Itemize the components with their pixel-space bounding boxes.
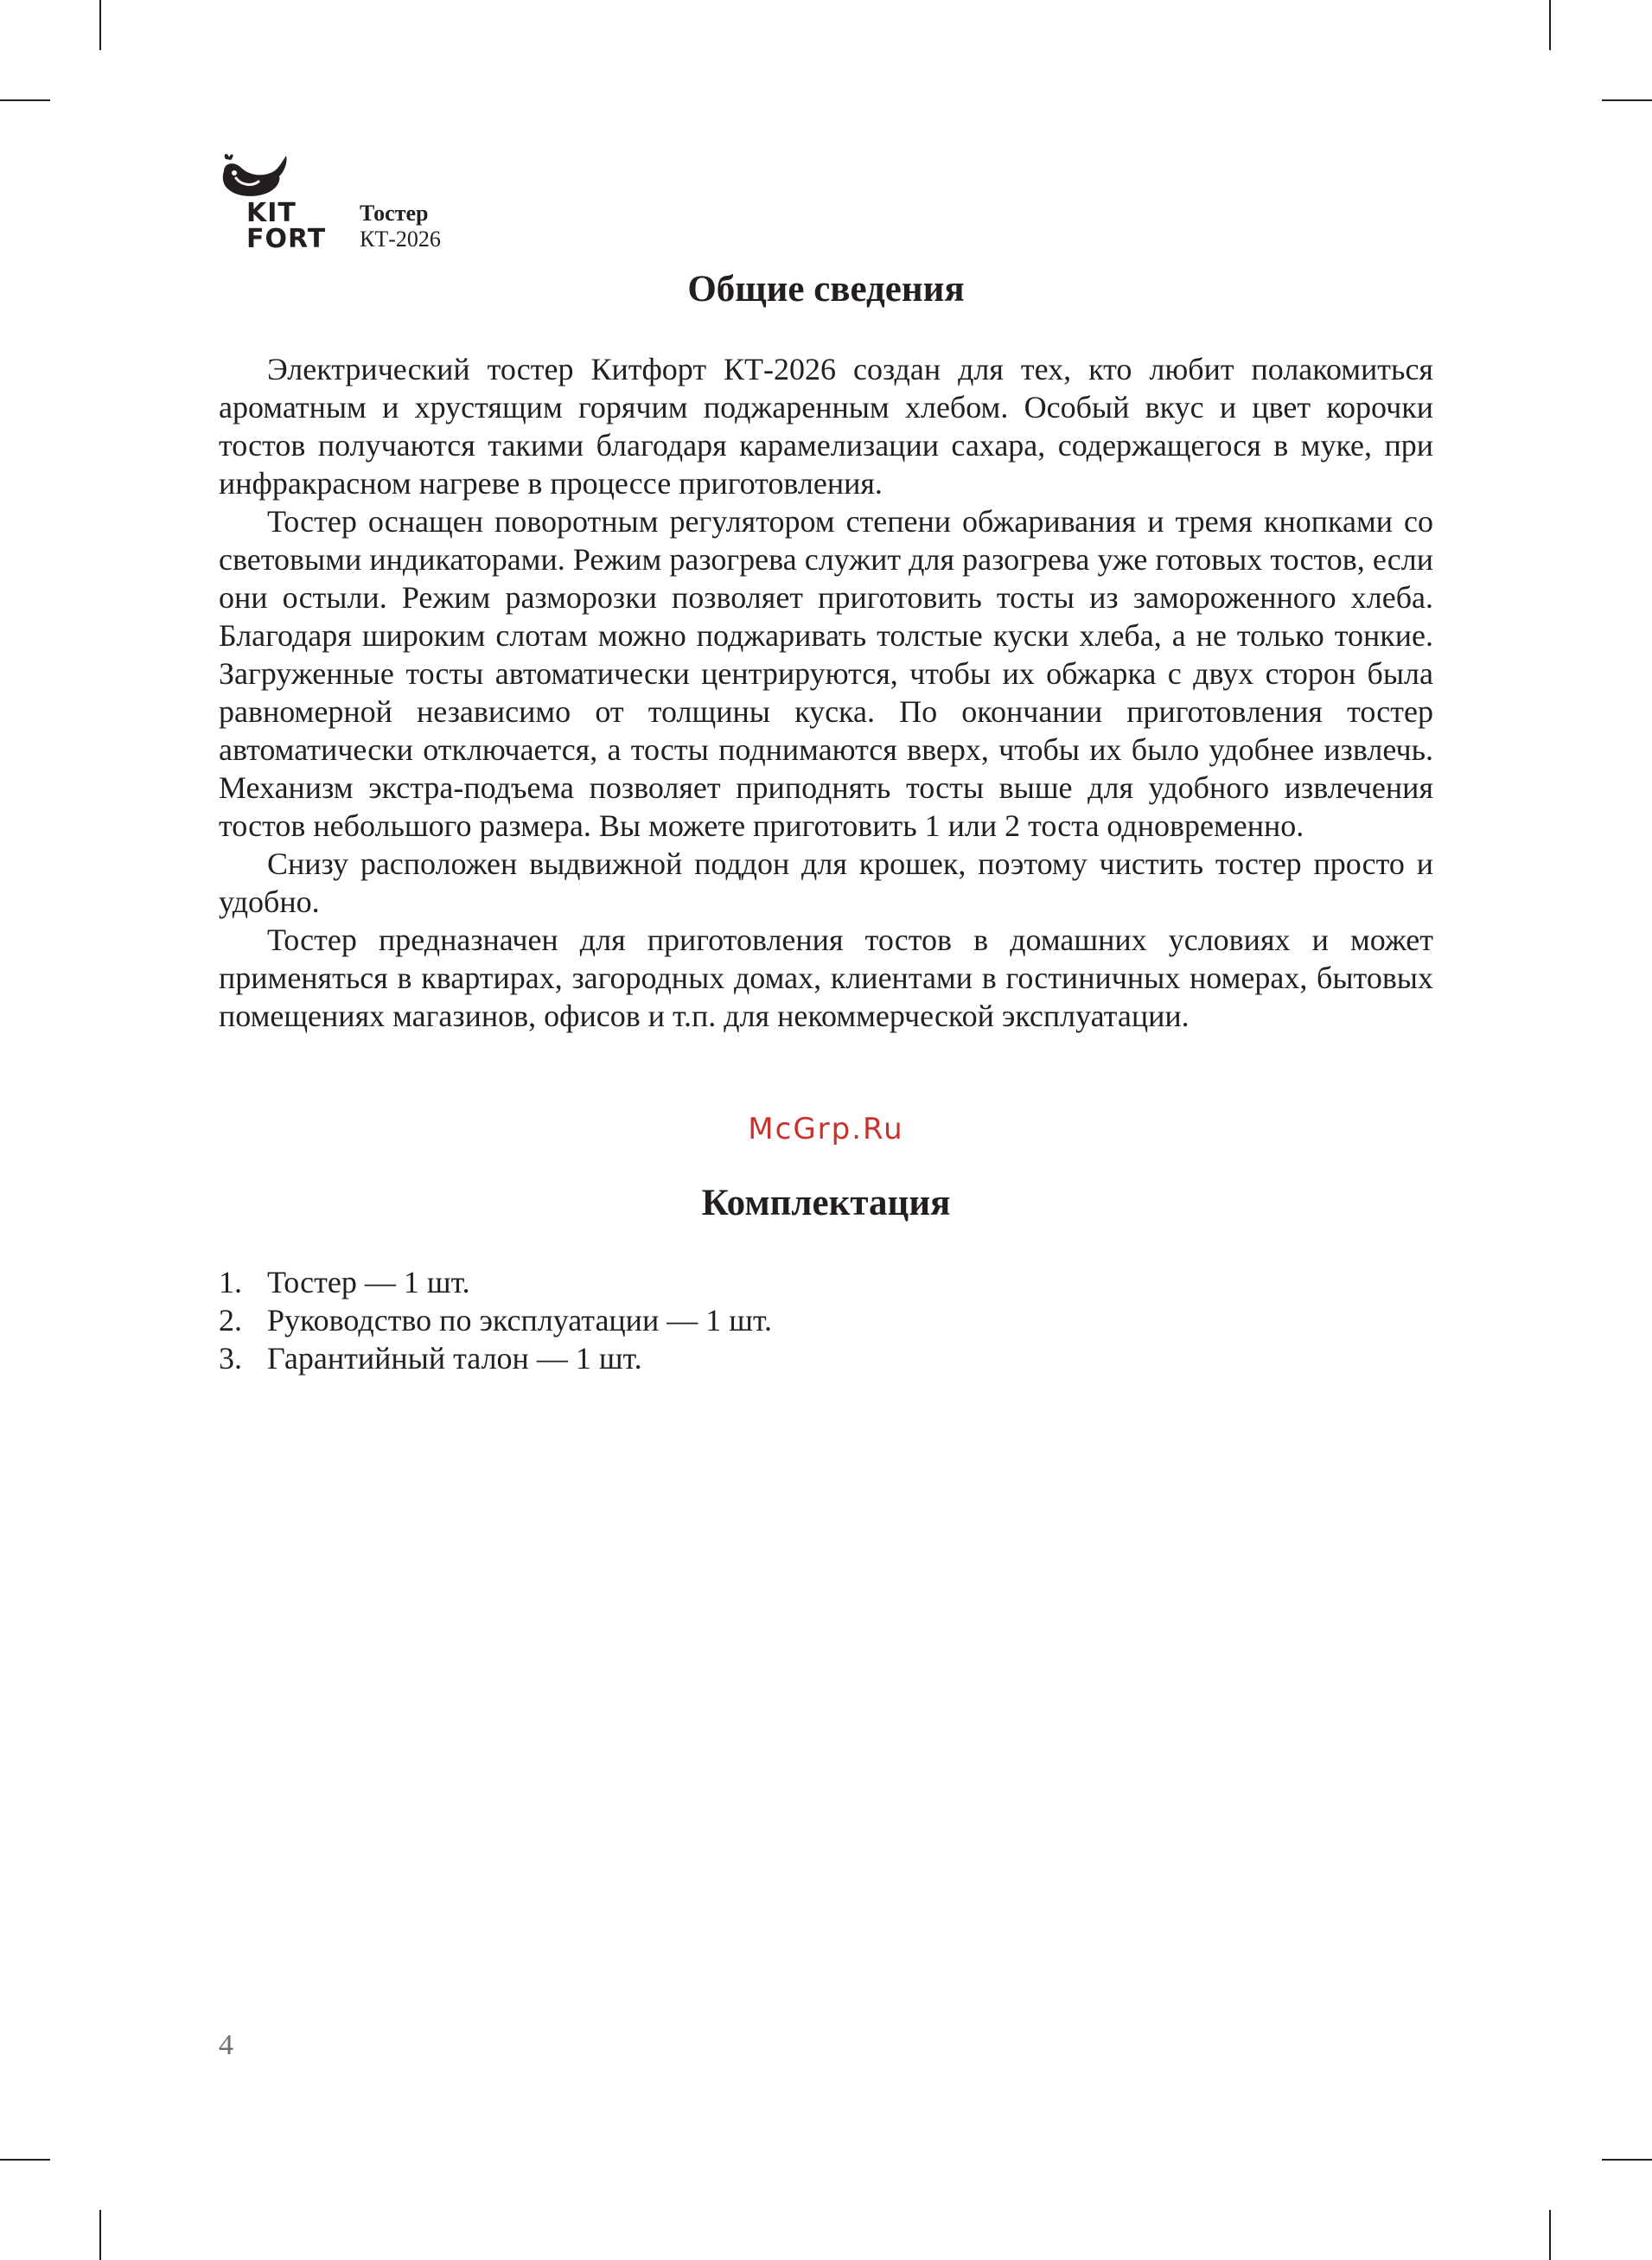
crop-mark <box>0 99 50 101</box>
paragraph: Тостер оснащен поворотным регулятором степени обжаривания и тремя кнопками со световыми индикаторами. Режим разогрева служит для разогрева уже готовых тостов, если они остыли. Режим разморозки позволяет приготовить тосты из замороженного хлеба. Благодаря широким слотам можно поджаривать толстые куски хлеба, а не только тонкие. Загруженные тосты автоматически центрируются, чтобы их обжарка с двух сторон была равномерной независимо от толщины куска. По окончании приготовления тостер автоматически отключается, а тосты поднимаются вверх, чтобы их было удобнее извлечь. Механизм экстра-подъема позволяет приподнять тосты выше для удобного извлечения тостов небольшого размера. Вы можете приготовить 1 или 2 тоста одновременно. <box>219 504 1433 843</box>
section-title-kit: Комплектация <box>701 1183 951 1223</box>
list-item-text: Гарантийный талон — 1 шт. <box>267 1341 642 1376</box>
paragraph: Снизу расположен выдвижной поддон для крошек, поэтому чистить тостер просто и удобно. <box>219 846 1433 919</box>
crop-mark <box>1549 0 1551 50</box>
list-item-number: 2. <box>219 1303 242 1337</box>
crop-mark <box>0 2159 50 2161</box>
crop-mark <box>99 0 101 50</box>
paragraph: Тостер предназначен для приготовления тостов в домашних условиях и может применяться в квартирах, загородных домах, клиентами в гостиничных номерах, бытовых помещениях магазинов, офисов и т.п. для некоммерческой эксплуатации. <box>219 923 1433 1033</box>
product-label <box>360 201 441 252</box>
crop-mark <box>1602 2159 1652 2161</box>
list-item-text: Тостер — 1 шт. <box>267 1265 470 1299</box>
product-model: КТ-2026 <box>360 227 441 252</box>
general-text <box>219 350 1433 1035</box>
crop-mark <box>1549 2210 1551 2260</box>
logo-line-2: FORT <box>246 224 327 254</box>
paragraph: Электрический тостер Китфорт КТ-2026 создан для тех, кто любит полакомиться ароматным и хрустящим горячим поджаренным хлебом. Особый вкус и цвет корочки тостов получаются такими благодаря карамелизации сахара, содержащегося в муке, при инфракрасном нагреве в процессе приготовления. <box>219 352 1433 501</box>
list-item <box>219 1301 1433 1339</box>
crop-mark <box>1602 99 1652 101</box>
page-number: 4 <box>219 2029 233 2061</box>
kit-list <box>219 1263 1433 1377</box>
logo-line-1: KIT <box>246 198 297 228</box>
list-item-text: Руководство по эксплуатации — 1 шт. <box>267 1303 772 1337</box>
section-title-general: Общие сведения <box>687 269 965 310</box>
watermark-link[interactable]: McGrp.Ru <box>748 1112 904 1146</box>
crop-mark <box>99 2210 101 2260</box>
list-item <box>219 1339 1433 1377</box>
kitfort-logo <box>219 152 331 265</box>
list-item-number: 1. <box>219 1265 242 1299</box>
list-item <box>219 1263 1433 1301</box>
list-item-number: 3. <box>219 1341 242 1376</box>
product-name: Тостер <box>360 201 429 226</box>
whale-icon <box>219 152 288 201</box>
logo-wordmark <box>246 198 327 254</box>
